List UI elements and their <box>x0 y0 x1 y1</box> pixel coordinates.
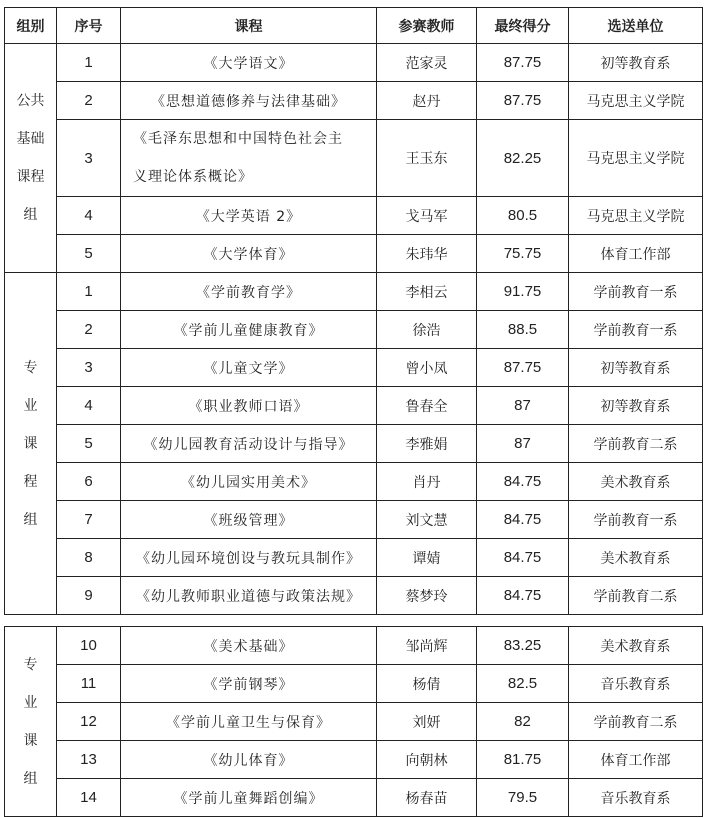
course-name: 《幼儿园教育活动设计与指导》 <box>121 425 377 463</box>
row-number: 1 <box>57 273 121 311</box>
final-score: 82.25 <box>477 120 569 197</box>
table-row <box>5 349 703 387</box>
table-row <box>5 463 703 501</box>
row-number: 5 <box>57 235 121 273</box>
final-score: 87.75 <box>477 44 569 82</box>
teacher-name: 刘文慧 <box>377 501 477 539</box>
final-score: 80.5 <box>477 197 569 235</box>
final-score: 87 <box>477 387 569 425</box>
header-group: 组别 <box>5 8 57 44</box>
teacher-name: 刘妍 <box>377 703 477 741</box>
final-score: 84.75 <box>477 501 569 539</box>
course-name: 《大学体育》 <box>121 235 377 273</box>
department: 初等教育系 <box>569 387 703 425</box>
course-name: 《大学语文》 <box>121 44 377 82</box>
department: 音乐教育系 <box>569 665 703 703</box>
teacher-name: 戈马军 <box>377 197 477 235</box>
teacher-name: 谭婧 <box>377 539 477 577</box>
row-number: 2 <box>57 82 121 120</box>
final-score: 88.5 <box>477 311 569 349</box>
group-cell-public-basic: 公共 基础 课程 组 <box>5 44 57 273</box>
final-score: 87.75 <box>477 82 569 120</box>
department: 学前教育二系 <box>569 577 703 615</box>
department: 美术教育系 <box>569 627 703 665</box>
table-row <box>5 779 703 817</box>
course-name: 《毛泽东思想和中国特色社会主 义理论体系概论》 <box>121 120 377 197</box>
table-row <box>5 235 703 273</box>
course-name: 《大学英语 2》 <box>121 197 377 235</box>
table-row <box>5 425 703 463</box>
final-score: 81.75 <box>477 741 569 779</box>
row-number: 4 <box>57 197 121 235</box>
department: 初等教育系 <box>569 349 703 387</box>
teacher-name: 曾小凤 <box>377 349 477 387</box>
final-score: 87 <box>477 425 569 463</box>
final-score: 87.75 <box>477 349 569 387</box>
department: 马克思主义学院 <box>569 120 703 197</box>
teacher-name: 邹尚辉 <box>377 627 477 665</box>
course-name: 《学前钢琴》 <box>121 665 377 703</box>
table-row <box>5 539 703 577</box>
table-row <box>5 311 703 349</box>
teacher-name: 鲁春全 <box>377 387 477 425</box>
table-row <box>5 120 703 197</box>
course-name: 《美术基础》 <box>121 627 377 665</box>
course-name: 《幼儿教师职业道德与政策法规》 <box>121 577 377 615</box>
row-number: 14 <box>57 779 121 817</box>
course-name: 《学前儿童舞蹈创编》 <box>121 779 377 817</box>
course-name: 《儿童文学》 <box>121 349 377 387</box>
course-name: 《幼儿体育》 <box>121 741 377 779</box>
row-number: 5 <box>57 425 121 463</box>
department: 学前教育二系 <box>569 425 703 463</box>
department: 马克思主义学院 <box>569 82 703 120</box>
teacher-name: 蔡梦玲 <box>377 577 477 615</box>
final-score: 83.25 <box>477 627 569 665</box>
course-name: 《学前教育学》 <box>121 273 377 311</box>
table-row <box>5 703 703 741</box>
teacher-name: 王玉东 <box>377 120 477 197</box>
row-number: 10 <box>57 627 121 665</box>
header-row <box>5 8 703 44</box>
header-course: 课程 <box>121 8 377 44</box>
table-row <box>5 197 703 235</box>
row-number: 12 <box>57 703 121 741</box>
final-score: 84.75 <box>477 577 569 615</box>
row-number: 13 <box>57 741 121 779</box>
teacher-name: 朱玮华 <box>377 235 477 273</box>
department: 美术教育系 <box>569 539 703 577</box>
department: 音乐教育系 <box>569 779 703 817</box>
teacher-name: 赵丹 <box>377 82 477 120</box>
final-score: 84.75 <box>477 539 569 577</box>
final-score: 84.75 <box>477 463 569 501</box>
course-name: 《思想道德修养与法律基础》 <box>121 82 377 120</box>
table-row <box>5 387 703 425</box>
row-number: 2 <box>57 311 121 349</box>
department: 学前教育一系 <box>569 273 703 311</box>
department: 美术教育系 <box>569 463 703 501</box>
table-row <box>5 627 703 665</box>
teacher-name: 徐浩 <box>377 311 477 349</box>
row-number: 9 <box>57 577 121 615</box>
row-number: 11 <box>57 665 121 703</box>
score-table-part-1 <box>4 7 703 615</box>
department: 体育工作部 <box>569 235 703 273</box>
teacher-name: 向朝林 <box>377 741 477 779</box>
final-score: 75.75 <box>477 235 569 273</box>
department: 学前教育一系 <box>569 311 703 349</box>
header-unit: 选送单位 <box>569 8 703 44</box>
department: 马克思主义学院 <box>569 197 703 235</box>
final-score: 79.5 <box>477 779 569 817</box>
row-number: 1 <box>57 44 121 82</box>
course-name: 《学前儿童健康教育》 <box>121 311 377 349</box>
course-name: 《幼儿园环境创设与教玩具制作》 <box>121 539 377 577</box>
teacher-name: 李雅娟 <box>377 425 477 463</box>
teacher-name: 范家灵 <box>377 44 477 82</box>
header-score: 最终得分 <box>477 8 569 44</box>
row-number: 7 <box>57 501 121 539</box>
department: 初等教育系 <box>569 44 703 82</box>
final-score: 82 <box>477 703 569 741</box>
teacher-name: 李相云 <box>377 273 477 311</box>
final-score: 91.75 <box>477 273 569 311</box>
row-number: 6 <box>57 463 121 501</box>
teacher-name: 杨春苗 <box>377 779 477 817</box>
final-score: 82.5 <box>477 665 569 703</box>
score-table-part-2 <box>4 626 703 817</box>
header-teacher: 参赛教师 <box>377 8 477 44</box>
course-name: 《班级管理》 <box>121 501 377 539</box>
table-row <box>5 577 703 615</box>
row-number: 4 <box>57 387 121 425</box>
course-name: 《幼儿园实用美术》 <box>121 463 377 501</box>
row-number: 3 <box>57 120 121 197</box>
header-number: 序号 <box>57 8 121 44</box>
table-row <box>5 44 703 82</box>
group-cell-professional-course: 专 业 课 程 组 <box>5 273 57 615</box>
table-row <box>5 273 703 311</box>
table-row <box>5 501 703 539</box>
course-name: 《学前儿童卫生与保育》 <box>121 703 377 741</box>
department: 学前教育一系 <box>569 501 703 539</box>
row-number: 3 <box>57 349 121 387</box>
table-row <box>5 82 703 120</box>
table-row <box>5 665 703 703</box>
group-cell-professional: 专 业 课 组 <box>5 627 57 817</box>
teacher-name: 杨倩 <box>377 665 477 703</box>
row-number: 8 <box>57 539 121 577</box>
course-name: 《职业教师口语》 <box>121 387 377 425</box>
department: 学前教育二系 <box>569 703 703 741</box>
table-row <box>5 741 703 779</box>
department: 体育工作部 <box>569 741 703 779</box>
teacher-name: 肖丹 <box>377 463 477 501</box>
